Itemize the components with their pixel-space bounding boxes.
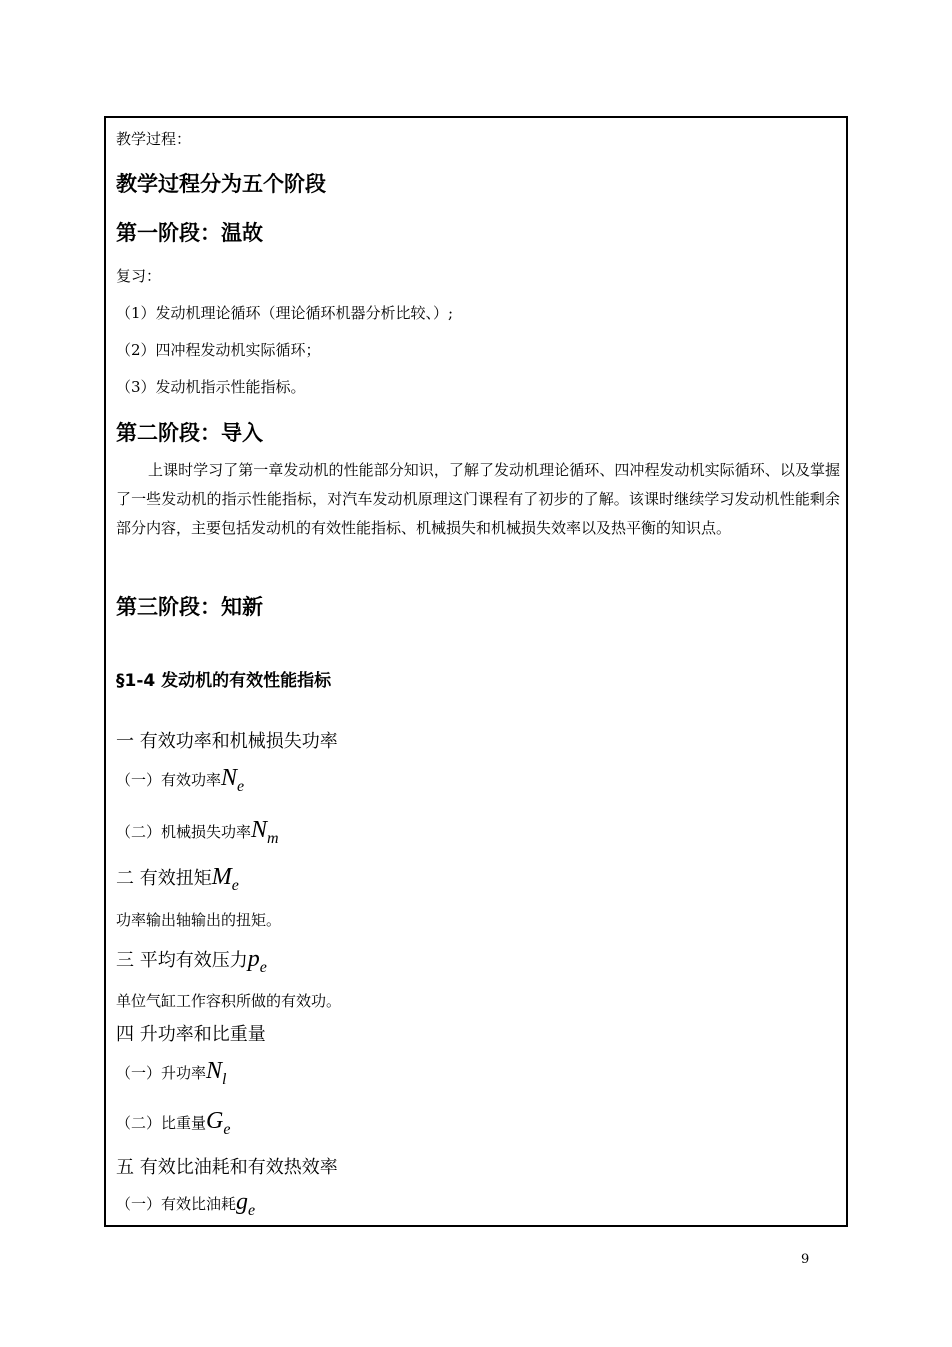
torque-symbol: $M_e$ bbox=[211, 864, 239, 894]
item-specific-weight bbox=[116, 1108, 230, 1139]
main-heading: 教学过程分为五个阶段 bbox=[116, 172, 326, 196]
review-label: 复习： bbox=[116, 267, 162, 285]
item-mechanical-loss-label: （二）机械损失功率 bbox=[116, 823, 252, 841]
review-item-1: （1）发动机理论循环（理论循环机器分析比较、）; bbox=[116, 304, 454, 322]
review-item-2: （2）四冲程发动机实际循环； bbox=[116, 341, 321, 359]
review-item-3: （3）发动机指示性能指标。 bbox=[116, 378, 306, 396]
liter-power-symbol: $N_l$ bbox=[206, 1058, 227, 1088]
item-effective-power-label: （一）有效功率 bbox=[116, 771, 222, 789]
intro-paragraph-text: 上课时学习了第一章发动机的性能部分知识，了解了发动机理论循环、四冲程发动机实际循环、以及掌握了一些发动机的指示性能指标，对汽车发动机原理这门课程有了初步的了解。该课时继续学习发动机性能剩余部分内容，主要包括发动机的有效性能指标、机械损失和机械损失效率以及热平衡的知识点。 bbox=[116, 461, 840, 537]
effective-power-symbol: $N_e$ bbox=[221, 765, 245, 795]
section-5-heading: 五 有效比油耗和有效热效率 bbox=[116, 1157, 338, 1178]
section-4-heading: 四 升功率和比重量 bbox=[116, 1024, 266, 1045]
item-specific-weight-label: （二）比重量 bbox=[116, 1114, 207, 1132]
stage-3-heading: 第三阶段：知新 bbox=[116, 595, 263, 619]
item-effective-power bbox=[116, 765, 244, 796]
section-label: 教学过程： bbox=[116, 130, 192, 148]
intro-paragraph bbox=[116, 456, 840, 543]
stage-2-heading: 第二阶段：导入 bbox=[116, 421, 263, 445]
item-fuel-consumption bbox=[116, 1189, 255, 1220]
fuel-consumption-symbol: $g_e$ bbox=[236, 1189, 256, 1219]
stage-1-heading: 第一阶段：温故 bbox=[116, 221, 263, 245]
section-2-label: 二 有效扭矩 bbox=[116, 868, 212, 889]
chapter-heading: §1-4 发动机的有效性能指标 bbox=[116, 671, 332, 691]
item-fuel-consumption-label: （一）有效比油耗 bbox=[116, 1195, 237, 1213]
section-1-heading: 一 有效功率和机械损失功率 bbox=[116, 731, 338, 752]
item-mechanical-loss-power bbox=[116, 817, 279, 848]
section-2-heading bbox=[116, 864, 239, 895]
content-frame bbox=[104, 116, 848, 1227]
pressure-description: 单位气缸工作容积所做的有效功。 bbox=[116, 992, 342, 1010]
section-3-heading bbox=[116, 946, 267, 977]
item-liter-power-label: （一）升功率 bbox=[116, 1064, 207, 1082]
torque-description: 功率输出轴输出的扭矩。 bbox=[116, 911, 282, 929]
item-liter-power bbox=[116, 1058, 226, 1089]
mechanical-loss-symbol: $N_m$ bbox=[251, 817, 279, 847]
pressure-symbol: $p_e$ bbox=[247, 946, 267, 976]
specific-weight-symbol: $G_e$ bbox=[206, 1108, 231, 1138]
page-number: 9 bbox=[801, 1252, 810, 1267]
section-3-label: 三 平均有效压力 bbox=[116, 950, 248, 971]
